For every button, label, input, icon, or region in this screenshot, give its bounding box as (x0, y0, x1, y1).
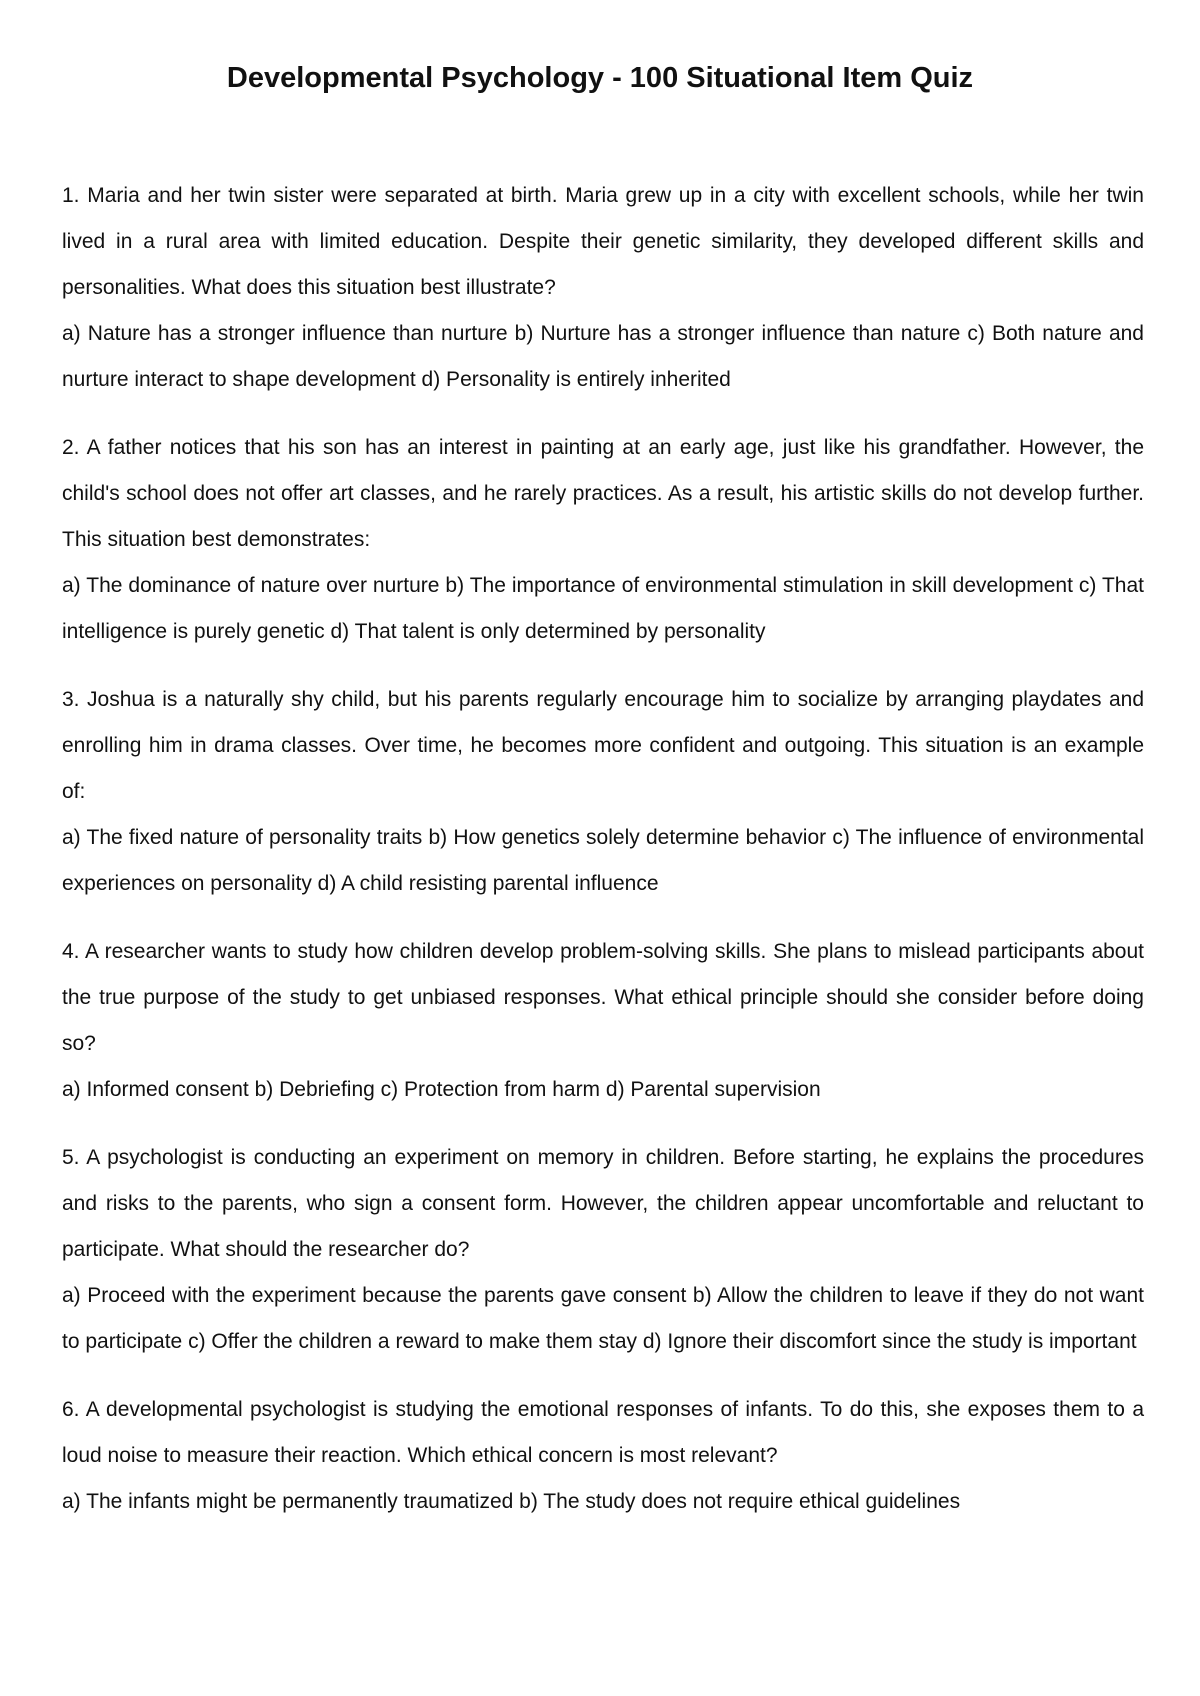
question-options: a) Proceed with the experiment because the parents gave consent b) Allow the children to leave if they do not want to participate c) Offer the children a reward to make them stay d) Ignore their discomfort since the study is important (62, 1284, 1144, 1353)
question-item (62, 1387, 1144, 1525)
question-item (62, 425, 1144, 655)
page-title: Developmental Psychology - 100 Situational Item Quiz (226, 62, 974, 94)
question-stem: 2. A father notices that his son has an interest in painting at an early age, just like his grandfather. However, the child's school does not offer art classes, and he rarely practices. As a result, his artistic skills do not develop further. This situation best demonstrates: (62, 436, 1144, 551)
question-list (62, 173, 1144, 1547)
question-options: a) Informed consent b) Debriefing c) Protection from harm d) Parental supervision (62, 1078, 821, 1101)
question-item (62, 929, 1144, 1113)
question-stem: 5. A psychologist is conducting an experiment on memory in children. Before starting, he explains the procedures and risks to the parents, who sign a consent form. However, the children appear uncomfortable and reluctant to participate. What should the researcher do? (62, 1146, 1144, 1261)
question-stem: 1. Maria and her twin sister were separated at birth. Maria grew up in a city with excellent schools, while her twin lived in a rural area with limited education. Despite their genetic similarity, they developed different skills and personalities. What does this situation best illustrate? (62, 184, 1144, 299)
question-item (62, 173, 1144, 403)
question-stem: 4. A researcher wants to study how children develop problem-solving skills. She plans to mislead participants about the true purpose of the study to get unbiased responses. What ethical principle should she consider before doing so? (62, 940, 1144, 1055)
question-item (62, 677, 1144, 907)
question-stem: 6. A developmental psychologist is studying the emotional responses of infants. To do this, she exposes them to a loud noise to measure their reaction. Which ethical concern is most relevant? (62, 1398, 1144, 1467)
question-options: a) Nature has a stronger influence than nurture b) Nurture has a stronger influence than nature c) Both nature and nurture interact to shape development d) Personality is entirely inherited (62, 322, 1144, 391)
question-options: a) The fixed nature of personality traits b) How genetics solely determine behavior c) The influence of environmental experiences on personality d) A child resisting parental influence (62, 826, 1144, 895)
question-stem: 3. Joshua is a naturally shy child, but his parents regularly encourage him to socialize by arranging playdates and enrolling him in drama classes. Over time, he becomes more confident and outgoing. This situation is an example of: (62, 688, 1144, 803)
question-options: a) The infants might be permanently traumatized b) The study does not require ethical guidelines (62, 1490, 961, 1513)
question-options: a) The dominance of nature over nurture b) The importance of environmental stimulation in skill development c) That intelligence is purely genetic d) That talent is only determined by personality (62, 574, 1144, 643)
question-item (62, 1135, 1144, 1365)
